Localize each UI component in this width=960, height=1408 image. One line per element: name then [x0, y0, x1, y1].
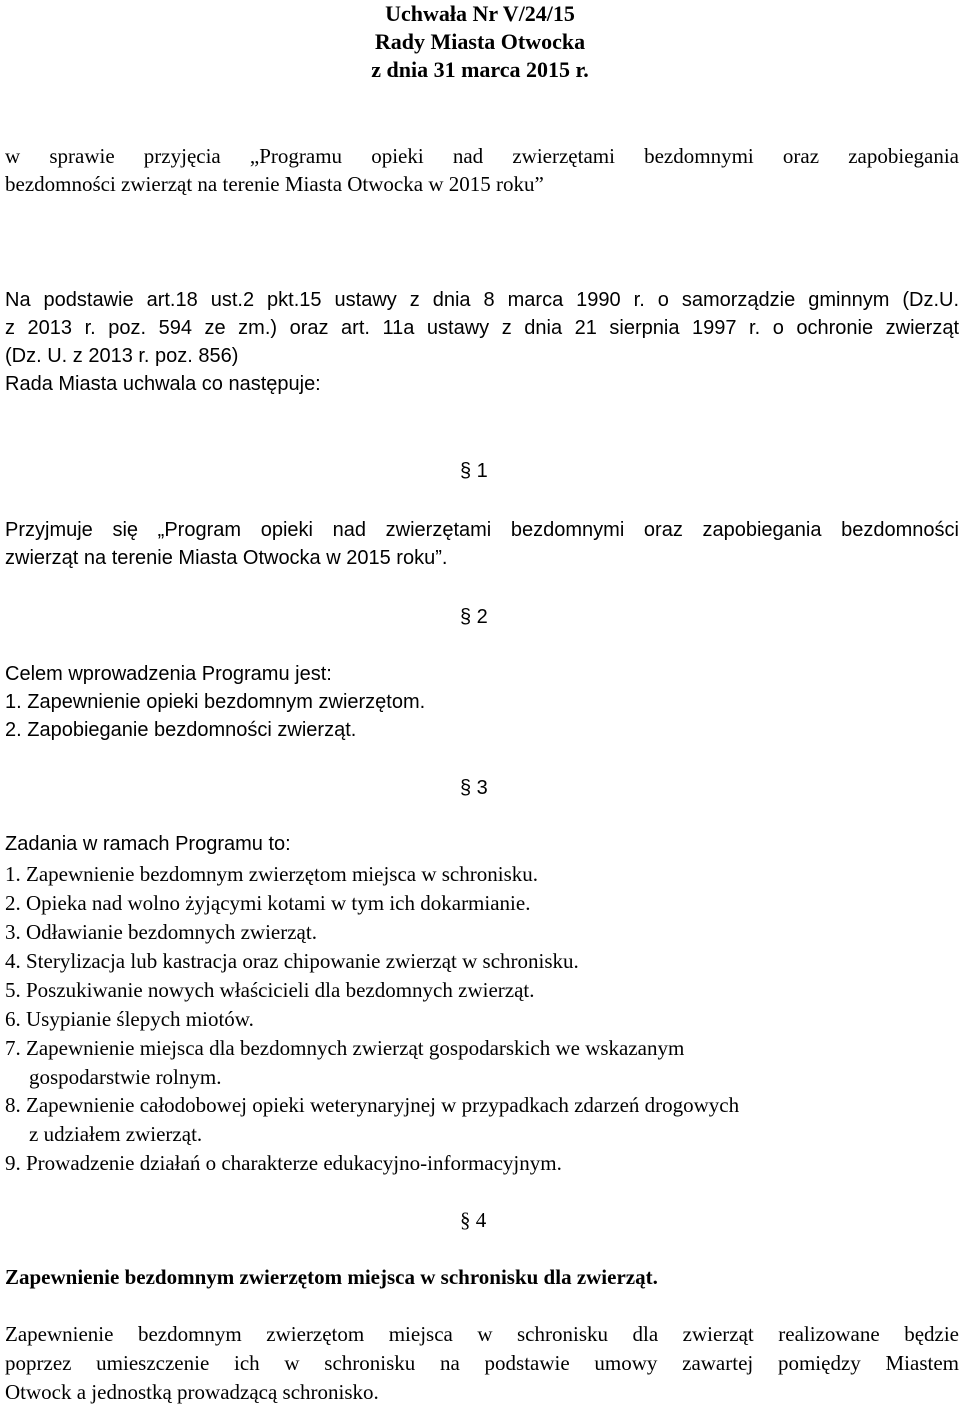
council-name: Rady Miasta Otwocka	[374, 29, 586, 54]
legal-basis-line: (Dz. U. z 2013 r. poz. 856)	[5, 345, 239, 367]
section-3-item: 2. Opieka nad wolno żyjącymi kotami w tym ich dokarmianie.	[5, 891, 531, 915]
resolution-date: z dnia 31 marca 2015 r.	[371, 57, 589, 82]
section-3-item: 9. Prowadzenie działań o charakterze edukacyjno-informacyjnym.	[5, 1151, 562, 1175]
section-2-heading: § 2	[460, 606, 488, 628]
section-3-item: 3. Odławianie bezdomnych zwierząt.	[5, 920, 317, 944]
legal-basis-line: z 2013 r. poz. 594 ze zm.) oraz art. 11a ustawy z dnia 21 sierpnia 1997 r. o ochronie zwierząt	[5, 317, 959, 339]
section-3-item: 1. Zapewnienie bezdomnym zwierzętom miejsca w schronisku.	[5, 862, 538, 886]
legal-basis-paragraph	[5, 314, 959, 342]
section-3-item-continuation: z udziałem zwierząt.	[29, 1122, 203, 1146]
section-1-line: Przyjmuje się „Program opieki nad zwierzętami bezdomnymi oraz zapobiegania bezdomności	[5, 519, 959, 541]
section-2-intro: Celem wprowadzenia Programu jest:	[5, 663, 332, 685]
section-4-paragraph	[5, 1320, 959, 1348]
section-2-item: 2. Zapobieganie bezdomności zwierząt.	[5, 719, 357, 741]
enactment-formula: Rada Miasta uchwala co następuje:	[5, 373, 321, 395]
section-3-item-continuation: gospodarstwie rolnym.	[29, 1065, 222, 1089]
section-4-line: Zapewnienie bezdomnym zwierzętom miejsca w schronisku dla zwierząt realizowane będzie	[5, 1322, 959, 1346]
section-4-heading: § 4	[460, 1208, 487, 1232]
section-4-paragraph	[5, 1349, 959, 1377]
subject-line: bezdomności zwierząt na terenie Miasta Otwocka w 2015 roku”	[5, 172, 544, 196]
subject-paragraph	[5, 142, 959, 170]
section-2-item: 1. Zapewnienie opieki bezdomnym zwierzętom.	[5, 691, 426, 713]
section-1-paragraph	[5, 516, 959, 544]
subject-line: w sprawie przyjęcia „Programu opieki nad zwierzętami bezdomnymi oraz zapobiegania	[5, 144, 959, 168]
section-3-item: 5. Poszukiwanie nowych właścicieli dla bezdomnych zwierząt.	[5, 978, 535, 1002]
resolution-number: Uchwała Nr V/24/15	[385, 1, 575, 26]
section-4-title: Zapewnienie bezdomnym zwierzętom miejsca w schronisku dla zwierząt.	[5, 1265, 658, 1289]
section-3-intro: Zadania w ramach Programu to:	[5, 833, 291, 855]
section-1-heading: § 1	[460, 460, 488, 482]
legal-basis-paragraph	[5, 286, 959, 314]
section-3-item: 7. Zapewnienie miejsca dla bezdomnych zwierząt gospodarskich we wskazanym	[5, 1036, 685, 1060]
section-4-line: Otwock a jednostką prowadzącą schronisko.	[5, 1380, 379, 1404]
section-4-line: poprzez umieszczenie ich w schronisku na podstawie umowy zawartej pomiędzy Miastem	[5, 1351, 959, 1375]
section-1-line: zwierząt na terenie Miasta Otwocka w 2015 roku”.	[5, 547, 448, 569]
section-3-heading: § 3	[460, 777, 488, 799]
legal-basis-line: Na podstawie art.18 ust.2 pkt.15 ustawy z dnia 8 marca 1990 r. o samorządzie gminnym (Dz.U.	[5, 289, 959, 311]
section-3-item: 4. Sterylizacja lub kastracja oraz chipowanie zwierząt w schronisku.	[5, 949, 579, 973]
section-3-item: 6. Usypianie ślepych miotów.	[5, 1007, 254, 1031]
section-3-item: 8. Zapewnienie całodobowej opieki weterynaryjnej w przypadkach zdarzeń drogowych	[5, 1093, 740, 1117]
